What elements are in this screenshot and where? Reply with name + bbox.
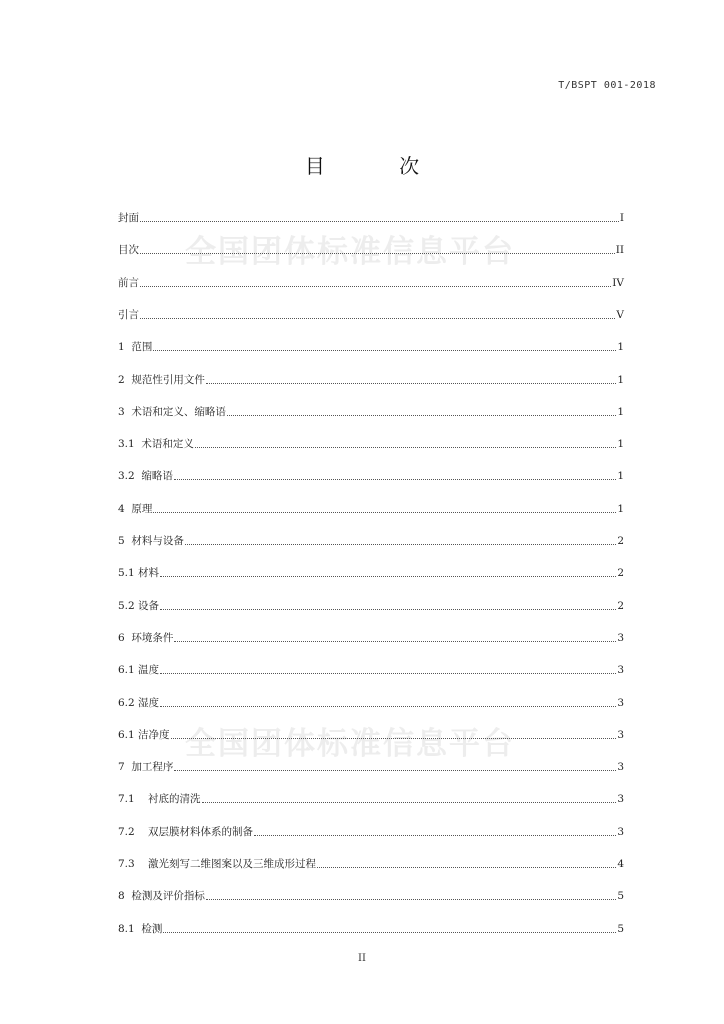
toc-entry-label: 2 规范性引用文件 <box>118 373 205 386</box>
toc-dot-leader <box>171 727 617 739</box>
toc-entry-label: 5 材料与设备 <box>118 535 184 547</box>
toc-entry-page: 1 <box>617 405 624 418</box>
toc-entry-label: 8.1 检测 <box>118 922 163 935</box>
toc-entry-label: 3.2 缩略语 <box>118 470 173 483</box>
toc-dot-leader <box>195 436 616 448</box>
toc-dot-leader <box>227 404 616 416</box>
toc-entry[interactable] <box>118 921 624 937</box>
toc-entry[interactable] <box>118 372 624 388</box>
toc-entry-label: 5.2 设备 <box>118 599 160 612</box>
toc-entry[interactable] <box>118 824 624 840</box>
toc-dot-leader <box>153 339 616 351</box>
toc-dot-leader <box>140 242 615 254</box>
toc-dot-leader <box>206 888 616 900</box>
toc-dot-leader <box>163 921 616 933</box>
toc-entry-label: 5.1 材料 <box>118 567 160 580</box>
toc-entry[interactable] <box>118 856 624 872</box>
toc-dot-leader <box>160 662 616 674</box>
toc-dot-leader <box>174 759 616 771</box>
toc-dot-leader <box>153 501 616 513</box>
toc-entry-page: 2 <box>617 535 624 547</box>
toc-entry-page: 3 <box>617 664 624 677</box>
toc-entry-page: 5 <box>617 922 624 935</box>
toc-dot-leader <box>185 533 616 545</box>
toc-entry-label: 4 原理 <box>118 502 153 515</box>
toc-entry-label: 6.1 温度 <box>118 664 160 677</box>
toc-entry-page: IV <box>612 276 624 289</box>
toc-entry-label: 7.3 激光刻写二维图案以及三维成形过程 <box>118 858 317 870</box>
toc-entry[interactable] <box>118 436 624 452</box>
footer-page-number: II <box>358 953 366 964</box>
toc-entry-page: 3 <box>617 761 624 774</box>
toc-dot-leader <box>140 307 615 319</box>
toc-entry-label: 前言 <box>118 276 139 289</box>
toc-entry[interactable] <box>118 598 624 614</box>
toc-entry[interactable] <box>118 307 624 323</box>
toc-entry-page: V <box>616 308 624 321</box>
toc-entry-label: 6.2 湿度 <box>118 696 160 709</box>
toc-entry-label: 6 环境条件 <box>118 631 174 644</box>
toc-entry-page: 5 <box>617 890 624 903</box>
toc-entry-page: 2 <box>617 567 624 580</box>
toc-entry[interactable] <box>118 791 624 807</box>
toc-dot-leader <box>202 791 617 803</box>
toc-entry-page: I <box>619 212 624 224</box>
toc-entry-label: 8 检测及评价指标 <box>118 890 205 903</box>
toc-dot-leader <box>140 275 611 287</box>
toc-entry[interactable] <box>118 339 624 355</box>
toc-entry-label: 7 加工程序 <box>118 761 174 774</box>
toc-entry[interactable] <box>118 275 624 291</box>
toc-entry-page: 1 <box>617 373 624 386</box>
toc-dot-leader <box>254 824 616 836</box>
toc-entry[interactable] <box>118 759 624 775</box>
toc-entry-page: 4 <box>617 858 624 870</box>
toc-dot-leader <box>206 372 616 384</box>
toc-dot-leader <box>160 695 616 707</box>
toc-entry-page: 1 <box>617 470 624 483</box>
toc-entry-page: 3 <box>617 696 624 709</box>
toc-entry[interactable] <box>118 565 624 581</box>
toc-entry-page: 3 <box>617 631 624 644</box>
toc-entry[interactable] <box>118 404 624 420</box>
toc-dot-leader <box>160 565 616 577</box>
toc-entry[interactable] <box>118 888 624 904</box>
toc-entry-page: 1 <box>617 341 624 354</box>
toc-entry-label: 引言 <box>118 308 139 321</box>
toc-entry-page: 3 <box>617 793 624 806</box>
document-code: T/BSPT 001-2018 <box>558 80 656 91</box>
toc-entry-page: 1 <box>617 438 624 451</box>
toc-entry-label: 3 术语和定义、缩略语 <box>118 405 226 418</box>
toc-entry[interactable] <box>118 210 624 226</box>
toc-entry[interactable] <box>118 468 624 484</box>
toc-entry[interactable] <box>118 501 624 517</box>
toc-entry-page: II <box>615 244 624 257</box>
toc-entry-label: 目次 <box>118 244 139 257</box>
toc-entry[interactable] <box>118 662 624 678</box>
toc-entry[interactable] <box>118 695 624 711</box>
toc-entry[interactable] <box>118 533 624 549</box>
toc-entry[interactable] <box>118 242 624 258</box>
toc-entry-label: 7.2 双层膜材料体系的制备 <box>118 825 254 838</box>
toc-dot-leader <box>174 468 616 480</box>
toc-entry-page: 3 <box>617 825 624 838</box>
toc-dot-leader <box>174 630 616 642</box>
toc-entry-label: 1 范围 <box>118 341 153 354</box>
watermark: 全国团体标准信息平台 <box>185 234 515 270</box>
toc-entry-page: 1 <box>617 502 624 515</box>
toc-entry[interactable] <box>118 727 624 743</box>
page-title: 目 次 <box>304 154 454 178</box>
watermark: 全国团体标准信息平台 <box>185 726 515 762</box>
toc-entry-label: 3.1 术语和定义 <box>118 438 194 451</box>
toc-entry-page: 3 <box>617 728 624 741</box>
toc-dot-leader <box>317 856 616 868</box>
toc-dot-leader <box>160 598 616 610</box>
toc-entry-page: 2 <box>617 599 624 612</box>
toc-entry[interactable] <box>118 630 624 646</box>
toc-entry-label: 7.1 衬底的清洗 <box>118 793 201 806</box>
toc-entry-label: 封面 <box>118 212 139 224</box>
toc-entry-label: 6.1 洁净度 <box>118 728 170 741</box>
toc-dot-leader <box>140 210 619 222</box>
